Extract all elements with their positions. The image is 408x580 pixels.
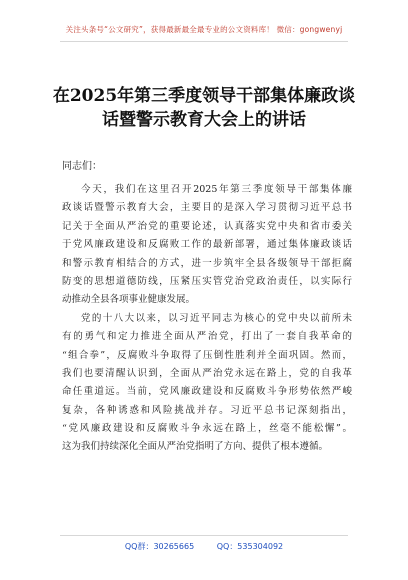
header-divider (60, 41, 348, 42)
paragraph-2-line: 有的勇气和定力推进全面从严治党，打出了一套自我革命的 (62, 331, 352, 343)
paragraph-1-line: 记关于全面从严治党的重要论述，认真落实党中央和省市委关 (62, 220, 352, 232)
paragraph-1-line: 和警示教育相结合的方式，进一步筑牢全县各级领导干部拒腐 (62, 257, 352, 269)
footer-qq: QQ：535304092 (216, 542, 284, 551)
paragraph-2-line: 我们也要清醒认识到，全面从严治党永远在路上，党的自我革 (62, 367, 352, 379)
body-text (62, 181, 352, 457)
footer-note (0, 541, 408, 552)
document-title (36, 84, 372, 132)
title-line-1: 在2025年第三季度领导干部集体廉政谈 (52, 86, 356, 106)
paragraph-2-line: 这为我们持续深化全面从严治党指明了方向、提供了根本遵循。 (62, 441, 329, 453)
paragraph-1-line: 动推动全县各项事业健康发展。 (62, 294, 196, 306)
paragraph-1-line: 政谈话暨警示教育大会，主要目的是深入学习贯彻习近平总书 (62, 202, 352, 214)
salutation: 同志们： (62, 161, 102, 172)
paragraph-2-line: 命任重道远。当前，党风廉政建设和反腐败斗争形势依然严峻 (62, 386, 352, 398)
header-note: 关注头条号“公文研究”，获得最新最全最专业的公文资料库！ 微信：gongwenyj (65, 25, 343, 34)
footer-divider (60, 535, 348, 536)
paragraph-1-line: 防变的思想道德防线，压紧压实管党治党政治责任，以实际行 (62, 275, 352, 287)
paragraph-2-line: 党的十八大以来，以习近平同志为核心的党中央以前所未 (81, 312, 352, 324)
paragraph-2-line: “党风廉政建设和反腐败斗争永远在路上，丝毫不能松懈”。 (62, 423, 352, 435)
paragraph-1-line: 今天，我们在这里召开2025年第三季度领导干部集体廉 (81, 184, 352, 195)
footer-qq-group: QQ群：30265665 (124, 542, 195, 551)
paragraph-1-line: 于党风廉政建设和反腐败工作的最新部署，通过集体廉政谈话 (62, 239, 352, 251)
paragraph-2-line: “组合拳”，反腐败斗争取得了压倒性胜利并全面巩固。然而， (62, 349, 352, 361)
title-line-2: 话暨警示教育大会上的讲话 (102, 110, 306, 130)
paragraph-2-line: 复杂，各种诱惑和风险挑战并存。习近平总书记深刻指出， (62, 404, 352, 416)
